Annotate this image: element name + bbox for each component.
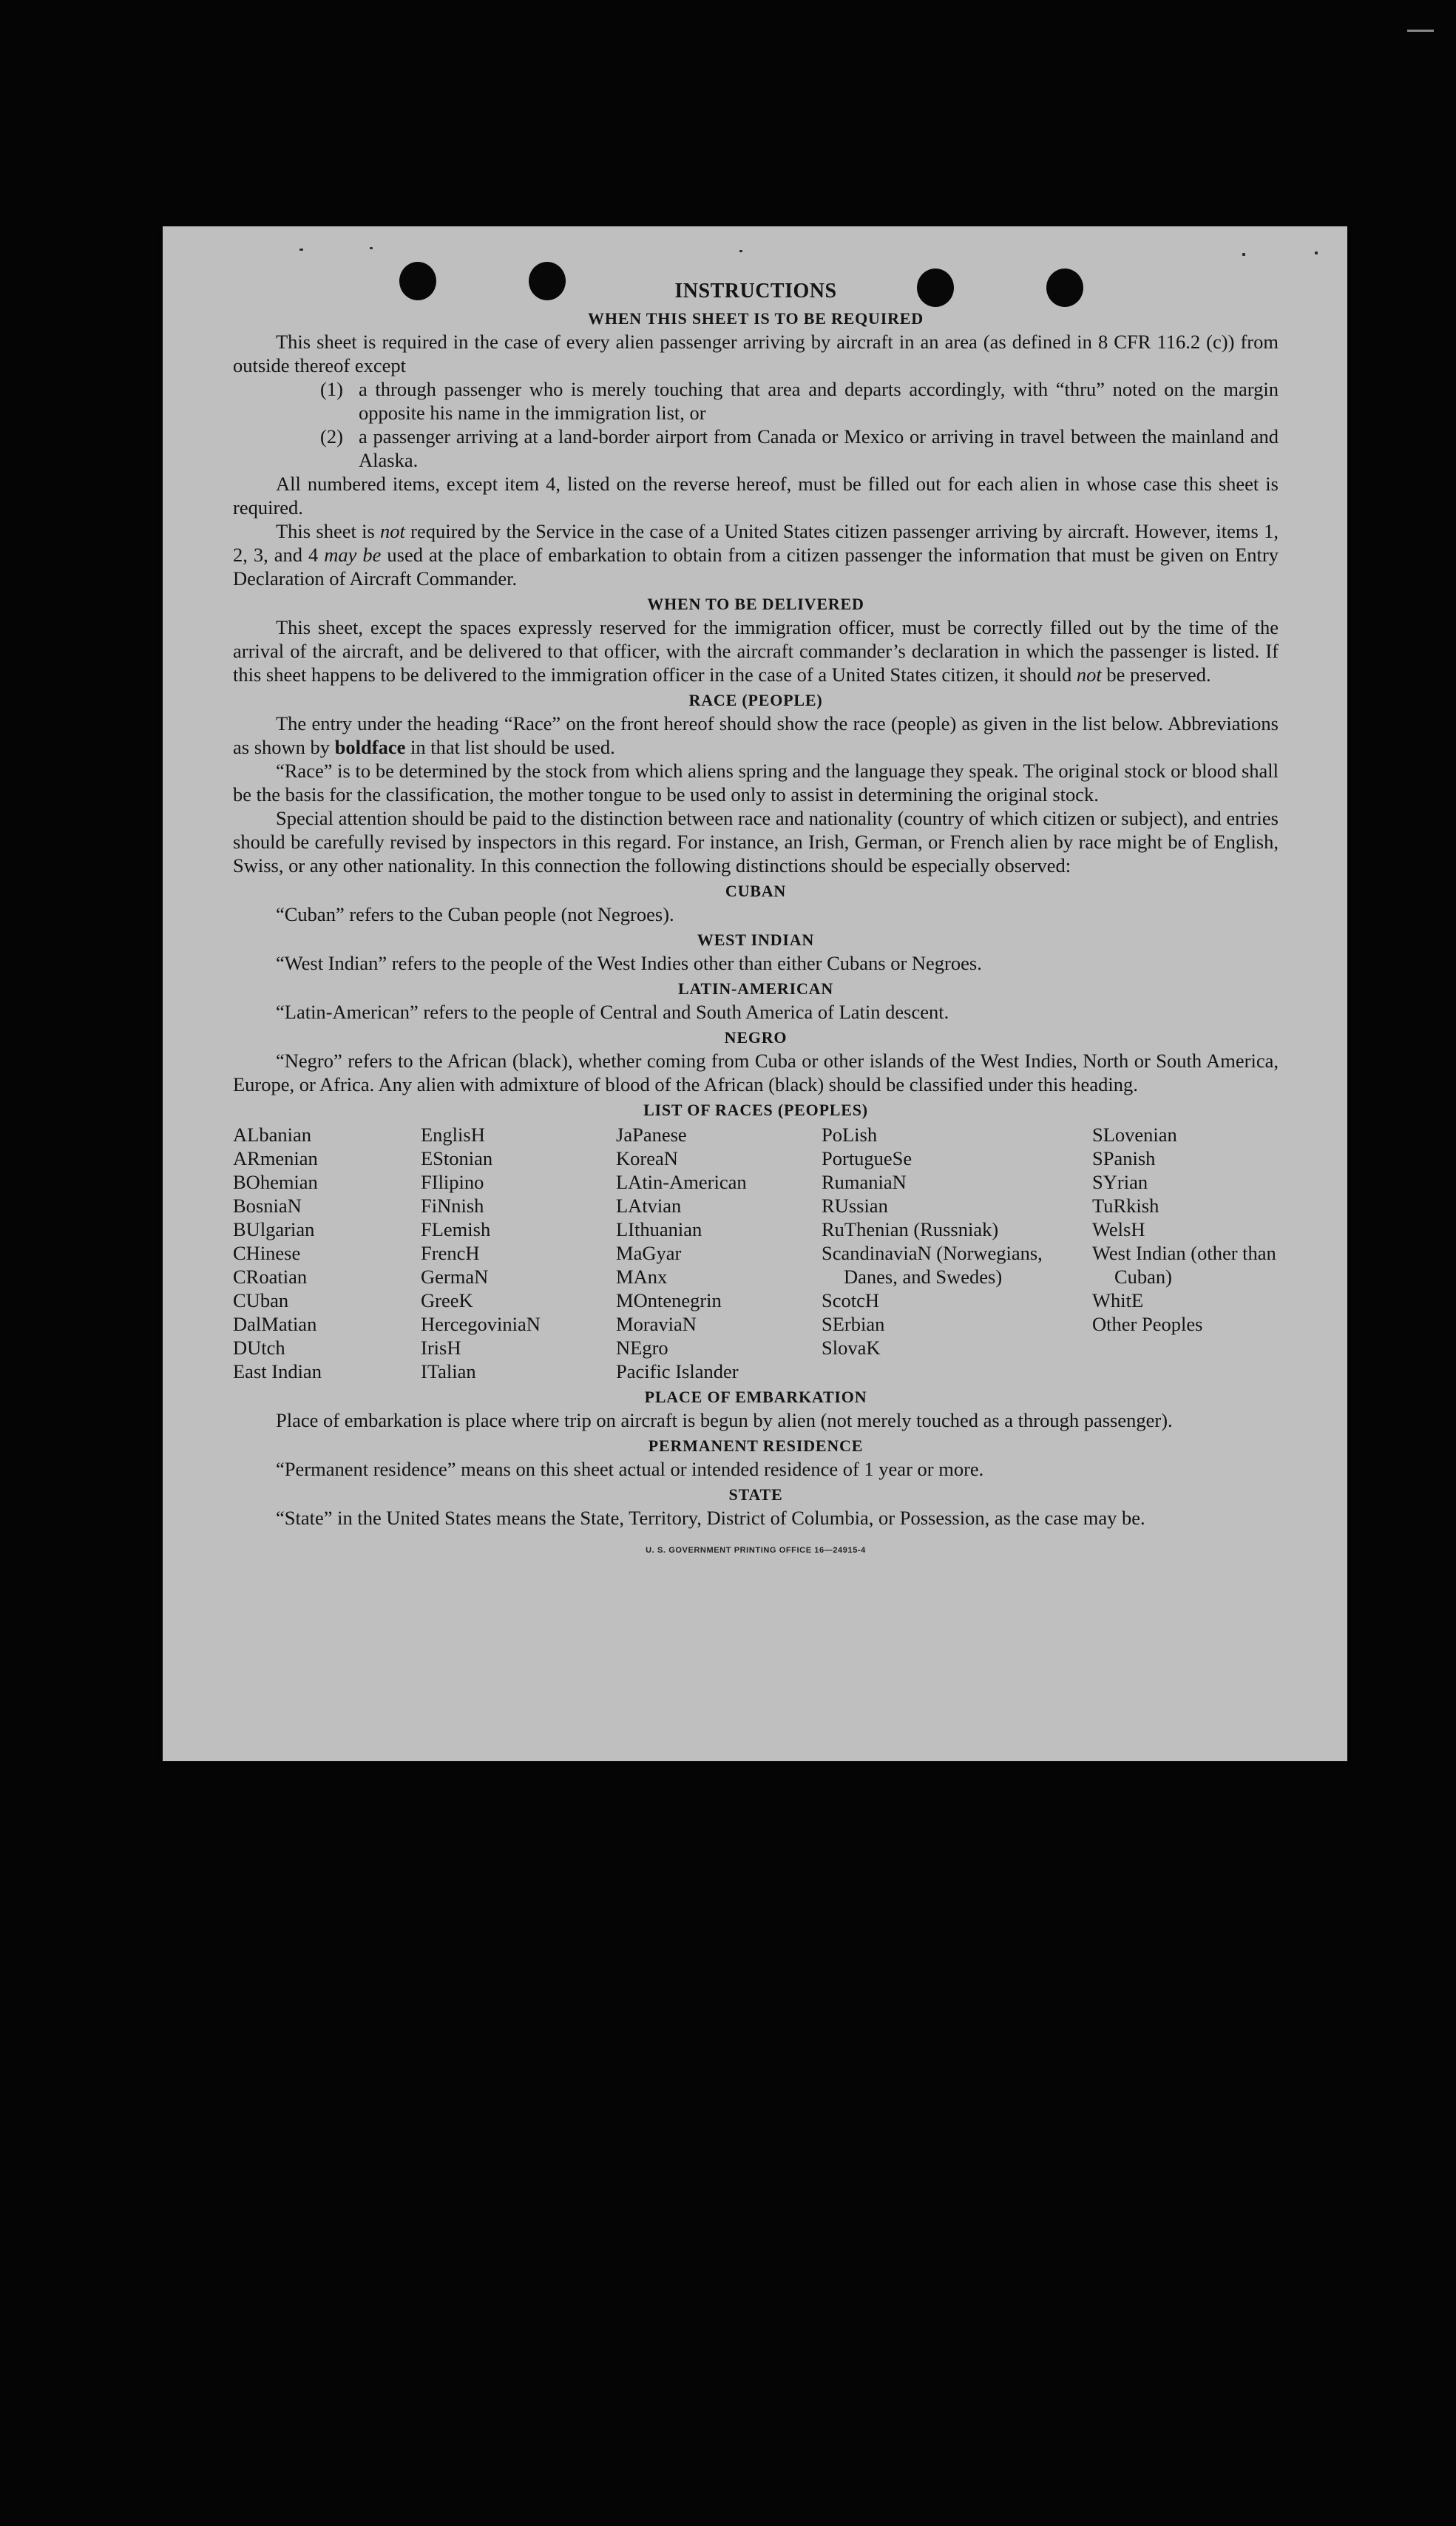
item-number: (2): [320, 425, 343, 448]
race-entry: FiNnish: [421, 1195, 484, 1217]
race-entry: SYrian: [1092, 1171, 1148, 1193]
race-entry: EnglisH: [421, 1124, 485, 1146]
item-number: (1): [320, 378, 343, 400]
race-entry: DUtch: [233, 1337, 285, 1359]
race-entry: MoraviaN: [616, 1313, 697, 1335]
section-heading: WHEN TO BE DELIVERED: [647, 595, 864, 613]
race-entry: SPanish: [1092, 1147, 1156, 1169]
paragraph: All numbered items, except item 4, listed on the reverse hereof, must be filled out for each alien in whose case this sheet is required.: [233, 473, 1279, 519]
race-column: [233, 1123, 421, 1383]
race-entry: BOhemian: [233, 1171, 318, 1193]
paragraph: Place of embarkation is place where trip on aircraft is begun by alien (not merely touched as a through passenger).: [276, 1409, 1173, 1431]
race-column: [421, 1123, 616, 1383]
section-heading: LIST OF RACES (PEOPLES): [643, 1101, 868, 1119]
text-run: This sheet, except the spaces expressly reserved for the immigration officer, must be correctly filled out by the time of the arrival of the aircraft, and be delivered to that officer, with the aircraft commander’s declaration in which the passenger is listed. If this sheet happens to be delivered to the immigration officer in the case of a United States citizen, it should: [233, 616, 1279, 686]
paragraph: “Permanent residence” means on this sheet actual or intended residence of 1 year or more.: [276, 1458, 984, 1480]
race-entry: WhitE: [1092, 1289, 1144, 1311]
paragraph: “Latin-American” refers to the people of Central and South America of Latin descent.: [276, 1001, 949, 1023]
race-entry: CUban: [233, 1289, 289, 1311]
race-entry: ALbanian: [233, 1124, 311, 1146]
race-entry: FLemish: [421, 1218, 491, 1240]
race-entry: West Indian (other than Cuban): [1092, 1242, 1276, 1288]
race-entry: TuRkish: [1092, 1195, 1159, 1217]
race-entry: Other Peoples: [1092, 1313, 1203, 1335]
instructions-text: [233, 278, 1279, 1562]
race-entry: RumaniaN: [822, 1171, 907, 1193]
race-entry: LAtvian: [616, 1195, 682, 1217]
section-heading: WHEN THIS SHEET IS TO BE REQUIRED: [588, 309, 924, 328]
race-entry: ITalian: [421, 1360, 476, 1382]
race-entry: East Indian: [233, 1360, 322, 1382]
item-text: a passenger arriving at a land-border airport from Canada or Mexico or arriving in travel between the mainland and Alaska.: [359, 425, 1279, 471]
paragraph: “Race” is to be determined by the stock from which aliens spring and the language they speak. The original stock or blood shall be the basis for the classification, the mother tongue to be used only to assist in determining the original stock.: [233, 760, 1279, 806]
paragraph: [233, 519, 1279, 590]
section-heading: PERMANENT RESIDENCE: [648, 1436, 864, 1455]
list-item: [233, 425, 1279, 472]
text-run: This sheet is: [276, 520, 381, 542]
text-run-bold: boldface: [334, 736, 406, 758]
text-run-italic: not: [1076, 663, 1102, 686]
section-heading: PLACE OF EMBARKATION: [644, 1388, 867, 1406]
scan-edge-mark: [1407, 30, 1434, 32]
race-entry: GreeK: [421, 1289, 473, 1311]
page-title: INSTRUCTIONS: [674, 280, 837, 303]
paper-speck: [1242, 253, 1245, 256]
race-entry: RuThenian (Russniak): [822, 1218, 999, 1240]
paragraph: “West Indian” refers to the people of the West Indies other than either Cubans or Negroes.: [276, 952, 982, 974]
race-entry: MOntenegrin: [616, 1289, 722, 1311]
race-entry: SlovaK: [822, 1337, 881, 1359]
race-entry: IrisH: [421, 1337, 461, 1359]
text-run: The entry under the heading “Race” on the front hereof should show the race (people) as given in the list below. Abbreviations as shown by: [233, 712, 1279, 758]
item-text: a through passenger who is merely touching that area and departs accordingly, with “thru” noted on the margin opposite his name in the immigration list, or: [359, 378, 1279, 424]
race-entry: FrencH: [421, 1242, 480, 1264]
race-entry: ScandinaviaN (Norwegians, Danes, and Swedes): [822, 1242, 1043, 1288]
race-entry: LIthuanian: [616, 1218, 702, 1240]
race-column: [616, 1123, 822, 1383]
race-column: [822, 1123, 1092, 1383]
text-run: be preserved.: [1101, 663, 1211, 686]
paper-speck: [299, 249, 303, 251]
race-entry: RUssian: [822, 1195, 888, 1217]
race-entry: SErbian: [822, 1313, 885, 1335]
paper-speck: [370, 247, 373, 249]
race-entry: Pacific Islander: [616, 1360, 739, 1382]
race-entry: MAnx: [616, 1266, 668, 1288]
text-run-italic: not: [380, 520, 405, 542]
paper-speck: [739, 250, 742, 252]
section-heading: STATE: [728, 1485, 783, 1504]
text-run: in that list should be used.: [405, 736, 615, 758]
race-entry: ScotcH: [822, 1289, 880, 1311]
list-item: [233, 377, 1279, 425]
section-heading: WEST INDIAN: [697, 931, 815, 949]
race-entry: FIlipino: [421, 1171, 484, 1193]
text-run: required by the Service in the case of a United States citizen passenger arriving by aircraft. However, items 1, 2, 3, and 4: [233, 520, 1279, 566]
race-entry: EStonian: [421, 1147, 493, 1169]
race-entry: MaGyar: [616, 1242, 682, 1264]
race-entry: DalMatian: [233, 1313, 317, 1335]
race-entry: HercegoviniaN: [421, 1313, 541, 1335]
section-heading: LATIN-AMERICAN: [677, 979, 834, 998]
instruction-sheet: [163, 226, 1347, 1761]
section-heading: NEGRO: [724, 1028, 788, 1047]
section-heading: CUBAN: [725, 882, 787, 900]
race-column: [1092, 1123, 1279, 1383]
printing-office-footer: U. S. GOVERNMENT PRINTING OFFICE 16—24915-4: [646, 1546, 866, 1555]
text-run-italic: may be: [324, 544, 382, 566]
race-entry: GermaN: [421, 1266, 489, 1288]
race-entry: SLovenian: [1092, 1124, 1177, 1146]
race-entry: NEgro: [616, 1337, 668, 1359]
race-entry: LAtin-American: [616, 1171, 747, 1193]
race-entry: ARmenian: [233, 1147, 318, 1169]
paragraph: “State” in the United States means the State, Territory, District of Columbia, or Possession, as the case may be.: [276, 1507, 1145, 1529]
paragraph: This sheet is required in the case of every alien passenger arriving by aircraft in an area (as defined in 8 CFR 116.2 (c)) from outside thereof except: [233, 331, 1279, 376]
race-entry: JaPanese: [616, 1124, 687, 1146]
paragraph: “Cuban” refers to the Cuban people (not Negroes).: [276, 903, 674, 925]
paragraph: Special attention should be paid to the distinction between race and nationality (country of which citizen or subject), and entries should be carefully revised by inspectors in this regard. For instance, an Irish, German, or French alien by race might be of English, Swiss, or any other nationality. In this connection the following distinctions should be especially observed:: [233, 807, 1279, 877]
race-entry: CHinese: [233, 1242, 301, 1264]
race-entry: PoLish: [822, 1124, 878, 1146]
text-run: used at the place of embarkation to obtain from a citizen passenger the information that must be given on Entry Declaration of Aircraft Commander.: [233, 544, 1279, 590]
paper-speck: [1315, 251, 1318, 254]
race-entry: CRoatian: [233, 1266, 308, 1288]
race-entry: KoreaN: [616, 1147, 678, 1169]
race-list: [233, 1123, 1279, 1383]
race-entry: BosniaN: [233, 1195, 302, 1217]
paragraph: “Negro” refers to the African (black), whether coming from Cuba or other islands of the West Indies, North or South America, Europe, or Africa. Any alien with admixture of blood of the African (black) should be classified under this heading.: [233, 1050, 1279, 1095]
race-entry: WelsH: [1092, 1218, 1145, 1240]
race-entry: BUlgarian: [233, 1218, 315, 1240]
race-entry: PortugueSe: [822, 1147, 912, 1169]
section-heading: RACE (PEOPLE): [688, 691, 823, 709]
paragraph: [233, 712, 1279, 759]
paragraph: [233, 615, 1279, 686]
